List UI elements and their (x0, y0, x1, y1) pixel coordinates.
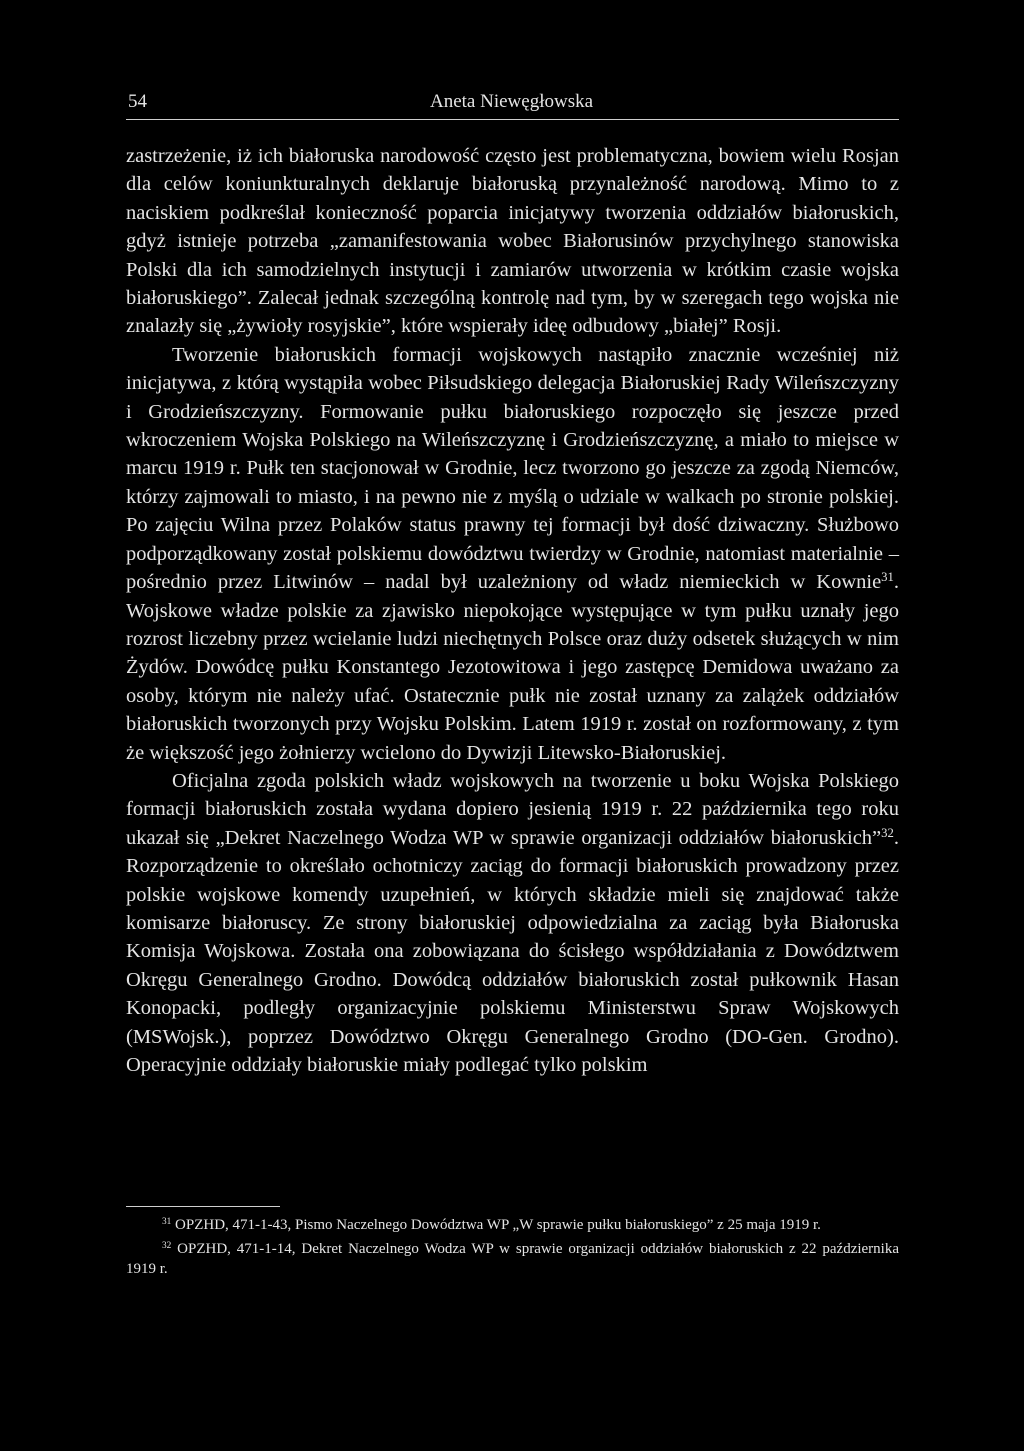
header-rule (126, 119, 899, 120)
paragraph-3 (126, 767, 899, 1079)
running-head (126, 89, 899, 115)
footnote-31 (126, 1215, 899, 1236)
footnote-ref-31[interactable]: 31 (881, 570, 894, 585)
paragraph-3-text-a: Oficjalna zgoda polskich władz wojskowych na tworzenie u boku Wojska Polskiego formacji białoruskich została wydana dopiero jesienią 1919 r. 22 października tego roku ukazał się „Dekret Naczelnego Wodza WP w sprawie organizacji oddziałów białoruskich” (126, 769, 899, 849)
footnote-ref-32[interactable]: 32 (881, 825, 894, 840)
footnotes (126, 1215, 899, 1280)
footnote-text: OPZHD, 471-1-43, Pismo Naczelnego Dowództwa WP „W sprawie pułku białoruskiego” z 25 maja 1919 r. (171, 1217, 821, 1233)
paragraph-2 (126, 341, 899, 767)
paragraph-1: zastrzeżenie, iż ich białoruska narodowość często jest problematyczna, bowiem wielu Rosjan dla celów koniunkturalnych deklaruje białoruską przynależność narodową. Mimo to z naciskiem podkreślał konieczność poparcia inicjatywy tworzenia oddziałów białoruskich, gdyż istnieje potrzeba „zamanifestowania wobec Białorusinów przychylnego stanowiska Polski dla ich samodzielnych instytucji i zamiarów utworzenia w krótkim czasie wojska białoruskiego”. Zalecał jednak szczególną kontrolę nad tym, by w szeregach tego wojska nie znalazły się „żywioły rosyjskie”, które wspierały ideę odbudowy „białej” Rosji. (126, 145, 899, 338)
book-page (126, 0, 899, 1451)
footnote-number: 32 (162, 1240, 172, 1251)
footnote-rule (126, 1206, 280, 1207)
running-head-author: Aneta Niewęgłowska (430, 91, 594, 112)
paragraph-3-text-b: . Rozporządzenie to określało ochotniczy zaciąg do formacji białoruskich prowadzony przez polskie wojskowe komendy uzupełnień, w których składzie mieli się znajdować także komisarze białoruscy. Ze strony białoruskiej odpowiedzialna za zaciąg była Białoruska Komisja Wojskowa. Została ona zobowiązana do ścisłego współdziałania z Dowództwem Okręgu Generalnego Grodno. Dowódcą oddziałów białoruskich został pułkownik Hasan Konopacki, podległy organizacyjnie polskiemu Ministerstwu Spraw Wojskowych (MSWojsk.), poprzez Dowództwo Okręgu Generalnego Grodno (DO-Gen. Grodno). Operacyjnie oddziały białoruskie miały podlegać tylko polskim (126, 826, 899, 1076)
paragraph-2-text-a: Tworzenie białoruskich formacji wojskowych nastąpiło znacznie wcześniej niż inicjatywa, z którą wystąpiła wobec Piłsudskiego delegacja Białoruskiej Rady Wileńszczyzny i Grodzieńszczyzny. Formowanie pułku białoruskiego rozpoczęło się jeszcze przed wkroczeniem Wojska Polskiego na Wileńszczyznę i Grodzieńszczyznę, a miało to miejsce w marcu 1919 r. Pułk ten stacjonował w Grodnie, lecz tworzono go jeszcze za zgodą Niemców, którzy zajmowali to miasto, i na pewno nie z myślą o udziale w walkach po stronie polskiej. Po zajęciu Wilna przez Polaków status prawny tej formacji był dość dziwaczny. Służbowo podporządkowany został polskiemu dowództwu twierdzy w Grodnie, natomiast materialnie – pośrednio przez Litwinów – nadal był uzależniony od władz niemieckich w Kownie (126, 343, 899, 594)
footnote-32 (126, 1239, 899, 1280)
footnote-number: 31 (162, 1216, 172, 1227)
paragraph-2-text-b: . Wojskowe władze polskie za zjawisko niepokojące występujące w tym pułku uznały jego rozrost liczebny przez wcielanie ludzi niechętnych Polsce oraz duży odsetek służących w nim Żydów. Dowódcę pułku Konstantego Jezotowitowa i jego zastępcę Demidowa uważano za osoby, którym nie należy ufać. Ostatecznie pułk nie został uznany za zalążek oddziałów białoruskich tworzonych przy Wojsku Polskim. Latem 1919 r. został on rozformowany, z tym że większość jego żołnierzy wcielono do Dywizji Litewsko-Białoruskiej. (126, 571, 899, 764)
main-text (126, 142, 899, 1079)
footnote-text: OPZHD, 471-1-14, Dekret Naczelnego Wodza WP w sprawie organizacji oddziałów białoruskich z 22 października 1919 r. (126, 1240, 899, 1277)
page-number: 54 (128, 91, 147, 112)
